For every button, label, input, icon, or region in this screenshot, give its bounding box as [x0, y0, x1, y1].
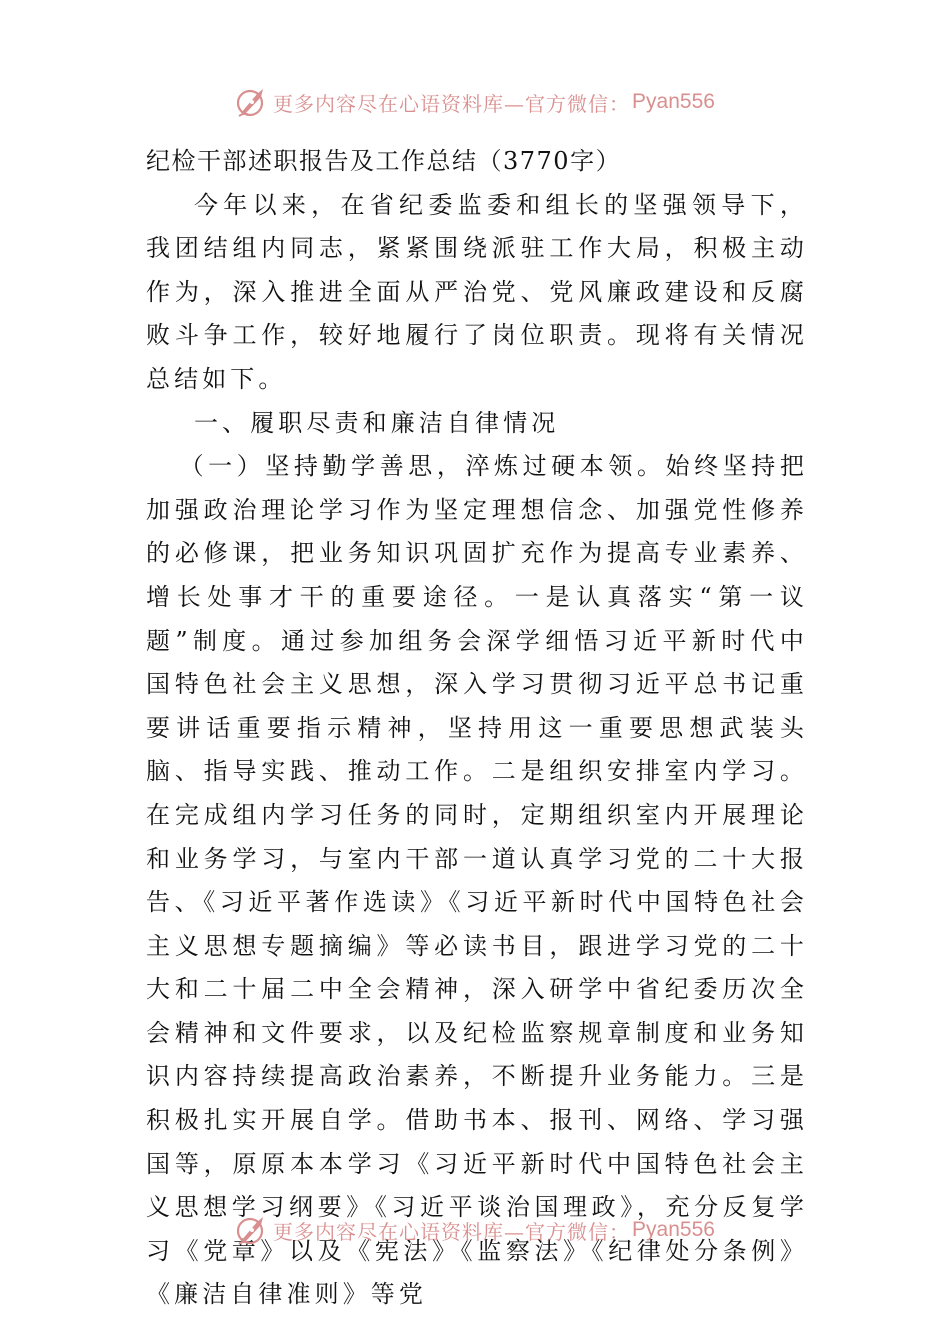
- watermark-wechat-id: Pyan556: [632, 1218, 715, 1241]
- watermark-text: 更多内容尽在心语资料库—官方微信：: [273, 91, 631, 116]
- header-watermark: [0, 82, 950, 122]
- pen-nib-logo-icon: [235, 1213, 269, 1247]
- document-body: [146, 140, 808, 1317]
- watermark-wechat-id: Pyan556: [632, 90, 715, 113]
- pen-nib-logo-icon: [235, 85, 269, 119]
- subsection-paragraph: （一）坚持勤学善思，淬炼过硬本领。始终坚持把加强政治理论学习作为坚定理想信念、加强党性修养的必修课，把业务知识巩固扩充作为提高专业素养、增长处事才干的重要途径。一是认真落实“第一议题”制度。通过参加组务会深学细悟习近平新时代中国特色社会主义思想，深入学习贯彻习近平总书记重要讲话重要指示精神，坚持用这一重要思想武装头脑、指导实践、推动工作。二是组织安排室内学习。在完成组内学习任务的同时，定期组织室内开展理论和业务学习，与室内干部一道认真学习党的二十大报告、《习近平著作选读》《习近平新时代中国特色社会主义思想专题摘编》等必读书目，跟进学习党的二十大和二十届二中全会精神，深入研学中省纪委历次全会精神和文件要求，以及纪检监察规章制度和业务知识内容持续提高政治素养，不断提升业务能力。三是积极扎实开展自学。借助书本、报刊、网络、学习强国等，原原本本学习《习近平新时代中国特色社会主义思想学习纲要》《习近平谈治国理政》，充分反复学习《党章》以及《宪法》《监察法》《纪律处分条例》《廉洁自律准则》等党: [146, 452, 808, 1309]
- watermark-text: 更多内容尽在心语资料库—官方微信：: [273, 1219, 631, 1244]
- document-title: 纪检干部述职报告及工作总结（3770字）: [146, 147, 622, 175]
- footer-watermark: [0, 1210, 950, 1250]
- section-heading: 一、履职尽责和廉洁自律情况: [194, 408, 560, 437]
- intro-paragraph: 今年以来，在省纪委监委和组长的坚强领导下，我团结组内同志，紧紧围绕派驻工作大局，积极主动作为，深入推进全面从严治党、党风廉政建设和反腐败斗争工作，较好地履行了岗位职责。现将有关情况总结如下。: [146, 190, 808, 393]
